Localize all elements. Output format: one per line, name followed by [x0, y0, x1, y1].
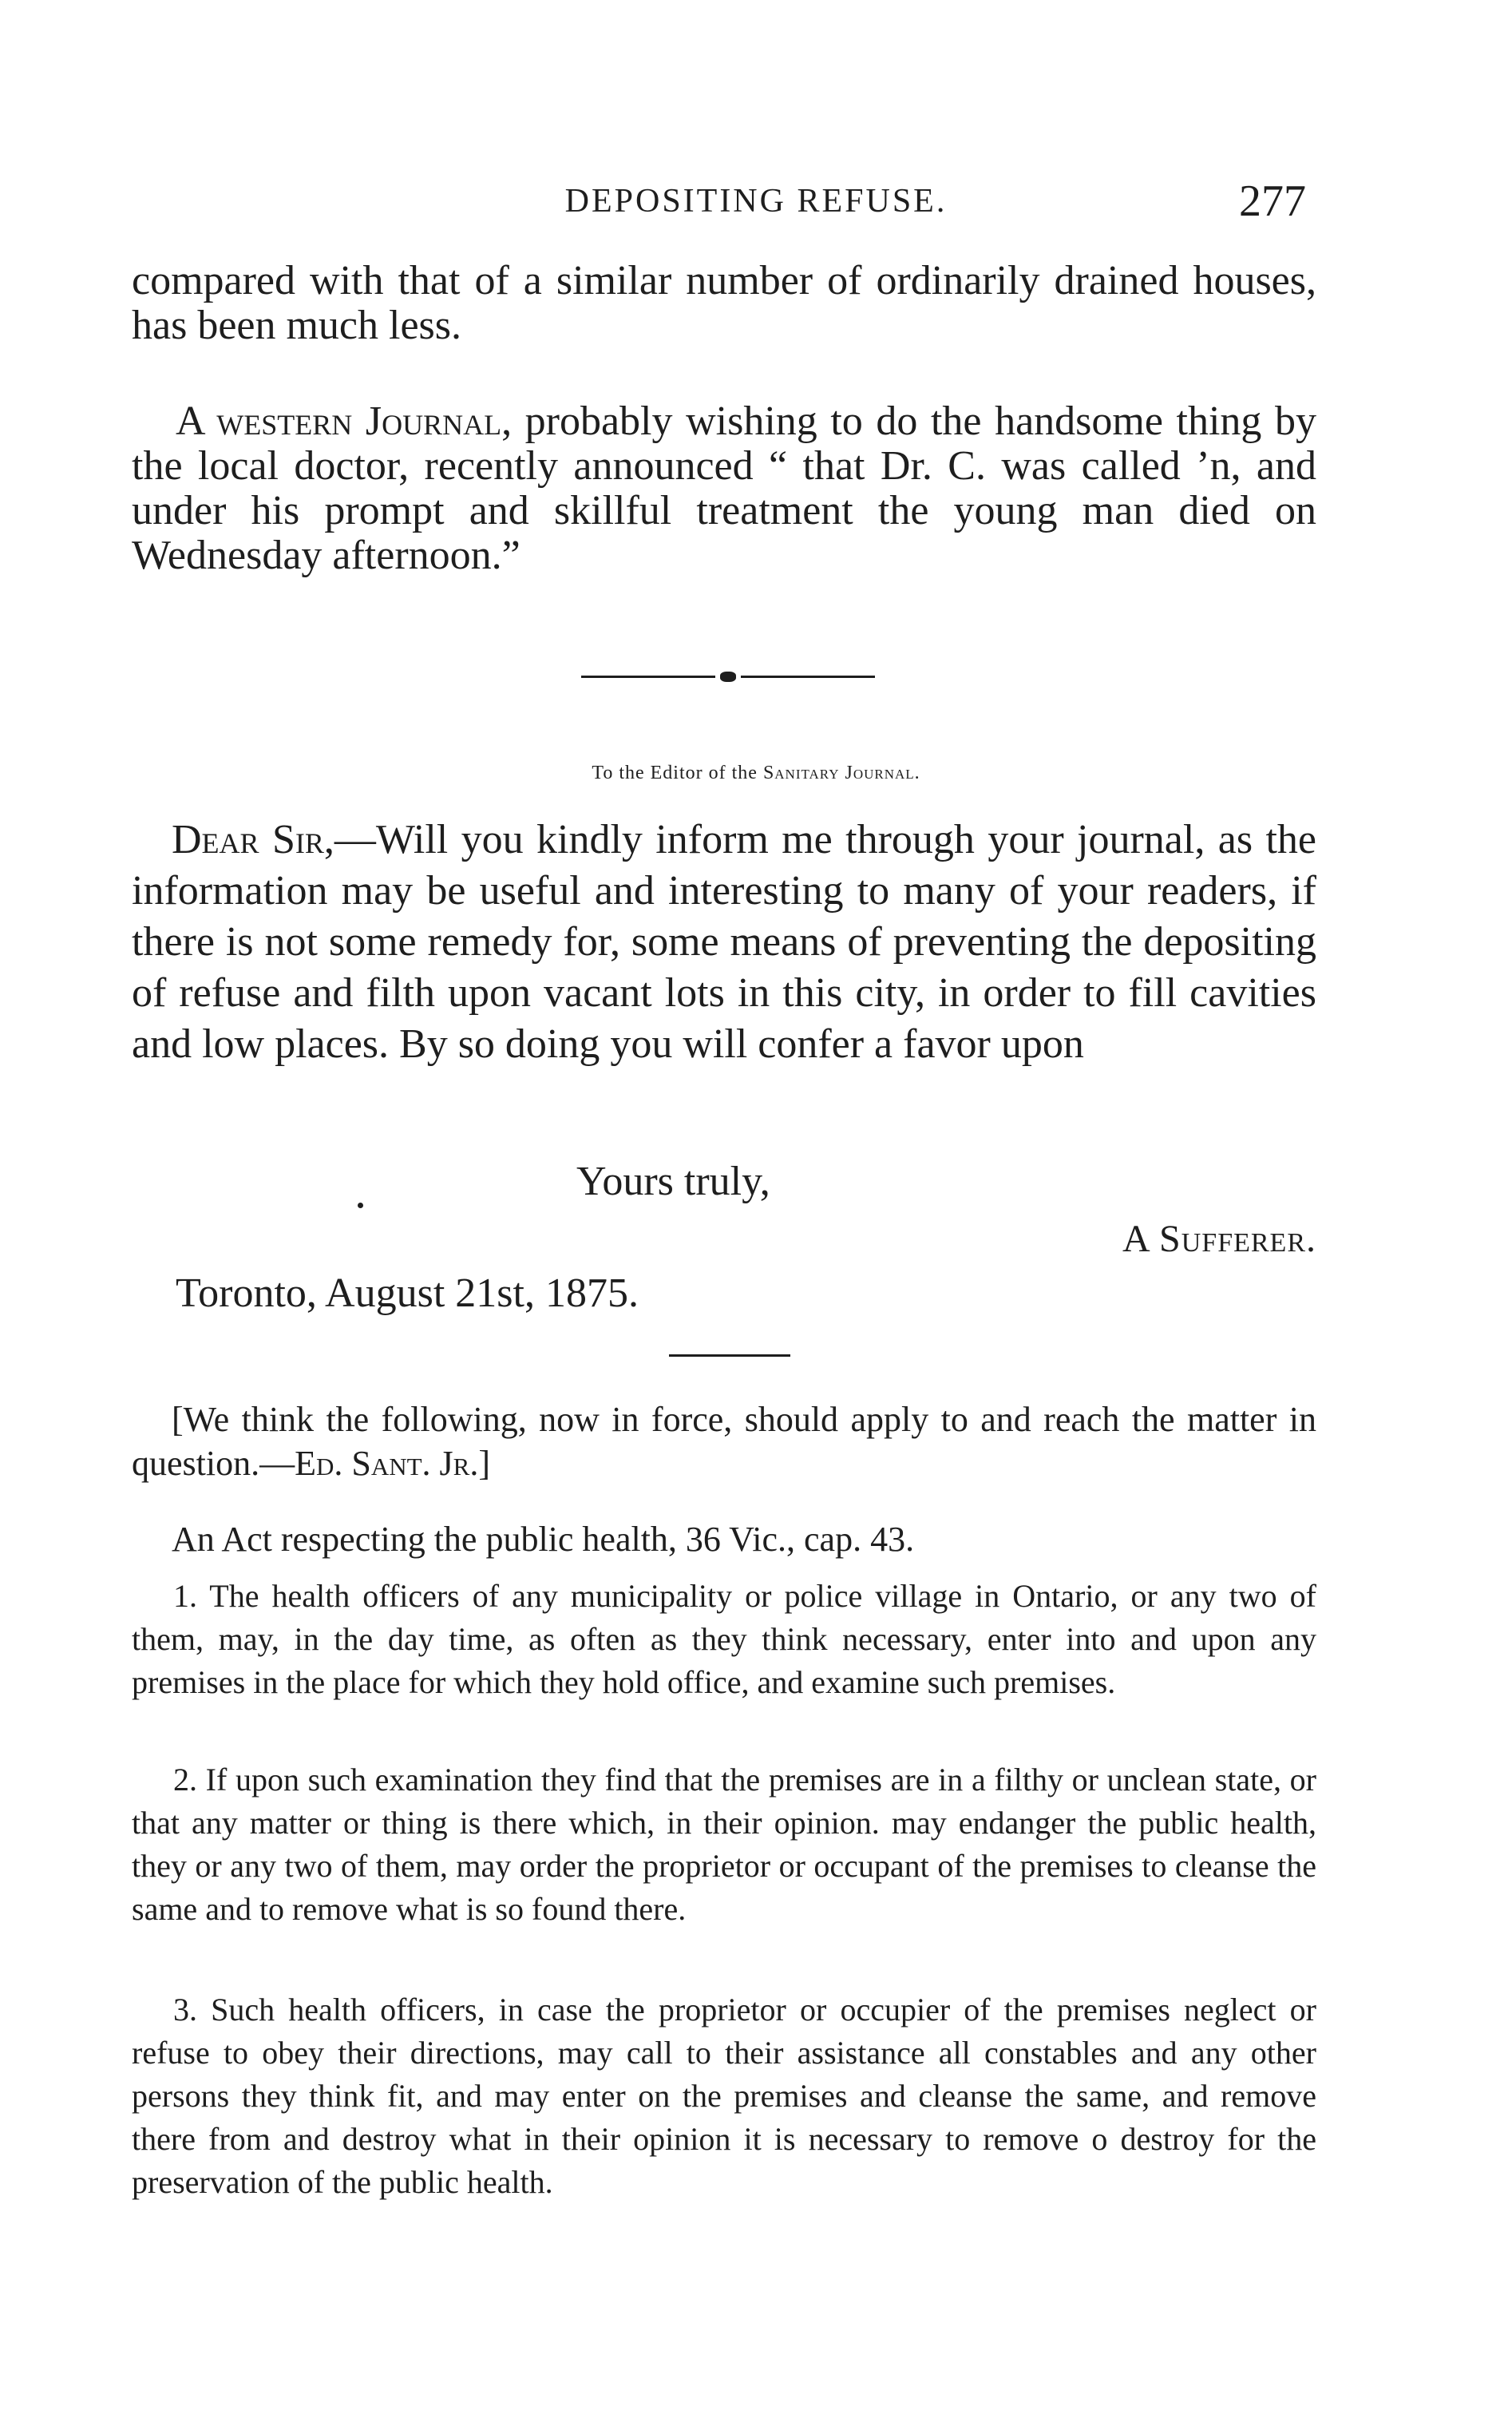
letter-place-date: Toronto, August 21st, 1875. — [176, 1270, 639, 1316]
divider-line-left — [581, 676, 715, 678]
editor-note-text: [We think the following, now in force, should apply to and reach the matter in question.— — [132, 1400, 1316, 1483]
section-text: Such health officers, in case the proprietor or occupier of the premises neglect or refuse to obey their directions, may call to their assistance all constables and any other persons they think fit, and may enter on the premises and cleanse the same, and remove there from and destroy what in their opinion it is necessary to remove o destroy for the preservation of the public health. — [132, 1992, 1316, 2200]
section-text: The health officers of any municipality or police village in Ontario, or any two of them, may, in the day time, as often as they think necessary, enter into and upon any premises in the place for which they hold office, and examine such premises. — [132, 1578, 1316, 1700]
editor-note — [132, 1397, 1316, 1485]
letter-text: —Will you kindly inform me through your journal, as the information may be useful and interesting to many of your readers, if there is not some remedy for, some means of preventing the depositing of refuse and filth upon vacant lots in this city, in order to fill cavities and low places. By so doing you will confer a favor upon — [132, 817, 1316, 1067]
signature-name: Sufferer. — [1159, 1218, 1316, 1260]
letter-heading — [0, 763, 1512, 784]
act-section — [132, 1988, 1316, 2204]
stray-dot — [358, 1203, 363, 1208]
letter-closing: Yours truly, — [576, 1159, 770, 1204]
letter-signature — [1122, 1217, 1316, 1261]
section-number: 1. — [173, 1578, 197, 1614]
running-title: DEPOSITING REFUSE. — [564, 183, 948, 220]
western-journal-text: probably wishing to do the handsome thing by the local doctor, recently announced “ that Dr. C. was called ’n, and under his prompt and skillful treatment the young man died on Wednesday afternoon.” — [132, 398, 1316, 578]
section-number: 2. — [173, 1762, 197, 1798]
continued-paragraph: compared with that of a similar number of ordinarily drained houses, has been much less. — [132, 258, 1316, 348]
page-number: 277 — [1239, 176, 1306, 226]
act-section — [132, 1575, 1316, 1704]
divider-ornament-mark — [720, 672, 736, 682]
act-section — [132, 1758, 1316, 1931]
western-journal-paragraph — [132, 399, 1316, 578]
short-divider — [669, 1354, 790, 1357]
letter-salutation: Dear Sir, — [172, 817, 334, 862]
section-number: 3. — [173, 1992, 197, 2027]
letter-heading-journal: Sanitary Journal. — [762, 763, 920, 783]
section-text: If upon such examination they find that the premises are in a filthy or unclean state, or that any matter or thing is there which, in their opinion. may endanger the public health, they or any two of them, may order the proprietor or occupant of the premises to cleanse the same and to remove what is so found there. — [132, 1762, 1316, 1927]
divider-line-right — [741, 676, 875, 678]
western-journal-lead: A western Journal, — [176, 398, 513, 444]
signature-prefix: A — [1122, 1218, 1150, 1260]
editor-note-signature: Ed. Sant. Jr.] — [295, 1444, 491, 1483]
letter-body — [132, 815, 1316, 1070]
letter-heading-prefix: To the Editor of the — [592, 763, 758, 783]
act-title: An Act respecting the public health, 36 Vic., cap. 43. — [172, 1520, 915, 1559]
section-divider-ornament — [581, 669, 875, 685]
